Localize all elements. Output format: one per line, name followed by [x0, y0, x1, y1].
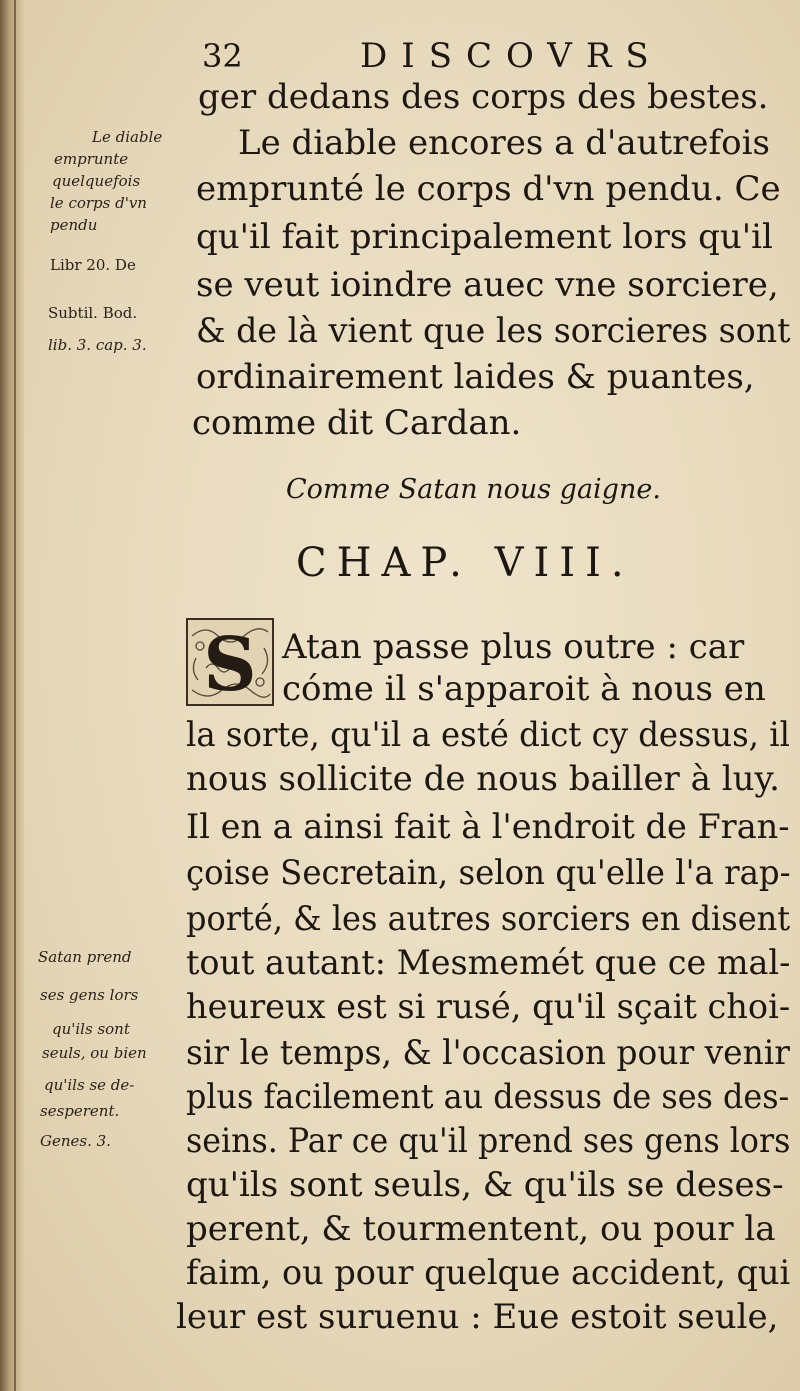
margin-note: emprunte [54, 150, 129, 168]
text-line: Le diable encores a d'autrefois [238, 123, 770, 163]
text-line: sir le temps, & l'occasion pour venir [186, 1033, 790, 1073]
text-line: emprunté le corps d'vn pendu. Ce [196, 169, 781, 209]
text-line: nous sollicite de nous bailler à luy. [186, 759, 780, 799]
margin-note: le corps d'vn [50, 194, 147, 212]
text-line: se veut ioindre auec vne sorciere, [196, 265, 779, 305]
margin-note: quelquefois [52, 172, 141, 190]
text-line: qu'il fait principalement lors qu'il [196, 217, 773, 257]
text-line: heureux est si rusé, qu'il sçait choi- [186, 987, 791, 1027]
text-line: çoise Secretain, selon qu'elle l'a rap- [186, 853, 791, 893]
text-line: porté, & les autres sorciers en disent [186, 899, 791, 939]
chapter-heading: CHAP. VIII. [296, 540, 634, 586]
binding-gutter [0, 0, 24, 1391]
margin-note: ses gens lors [40, 986, 139, 1004]
margin-note: pendu [50, 216, 98, 234]
gutter-edge [14, 0, 16, 1391]
text-line: perent, & tourmentent, ou pour la [186, 1209, 776, 1249]
margin-note: seuls, ou bien [42, 1044, 147, 1062]
margin-note: lib. 3. cap. 3. [48, 336, 147, 354]
dropcap-letter: S [203, 622, 257, 706]
margin-note: qu'ils se de- [44, 1076, 135, 1094]
text-line: seins. Par ce qu'il prend ses gens lors [186, 1121, 791, 1161]
text-line: comme dit Cardan. [192, 403, 522, 443]
text-line: tout autant: Mesmemét que ce mal- [186, 943, 791, 983]
text-line: cóme il s'apparoit à nous en [282, 669, 766, 709]
margin-note: qu'ils sont [52, 1020, 130, 1038]
text-line: Il en a ainsi fait à l'endroit de Fran- [186, 807, 790, 847]
text-line: leur est suruenu : Eue estoit seule, [176, 1297, 779, 1337]
margin-note: Satan prend [38, 948, 132, 966]
margin-note: Libr 20. De [50, 256, 136, 274]
text-line: ger dedans des corps des bestes. [198, 77, 769, 117]
text-line: & de là vient que les sorcieres sont [196, 311, 791, 351]
margin-note: Genes. 3. [40, 1132, 111, 1150]
chapter-subtitle: Comme Satan nous gaigne. [286, 474, 661, 505]
margin-note: Subtil. Bod. [48, 304, 138, 322]
text-line: plus facilement au dessus de ses des- [186, 1077, 790, 1117]
text-line: qu'ils sont seuls, & qu'ils se deses- [186, 1165, 784, 1205]
text-line: la sorte, qu'il a esté dict cy dessus, il [186, 715, 790, 755]
page-number: 32 [202, 37, 243, 75]
text-line: Atan passe plus outre : car [282, 627, 745, 667]
text-line: faim, ou pour quelque accident, qui [186, 1253, 791, 1293]
ornamental-dropcap-icon [186, 618, 274, 706]
text-line: ordinairement laides & puantes, [196, 357, 755, 397]
running-title: DISCOVRS [360, 36, 663, 76]
margin-note: Le diable [92, 128, 163, 146]
margin-note: sesperent. [40, 1102, 120, 1120]
